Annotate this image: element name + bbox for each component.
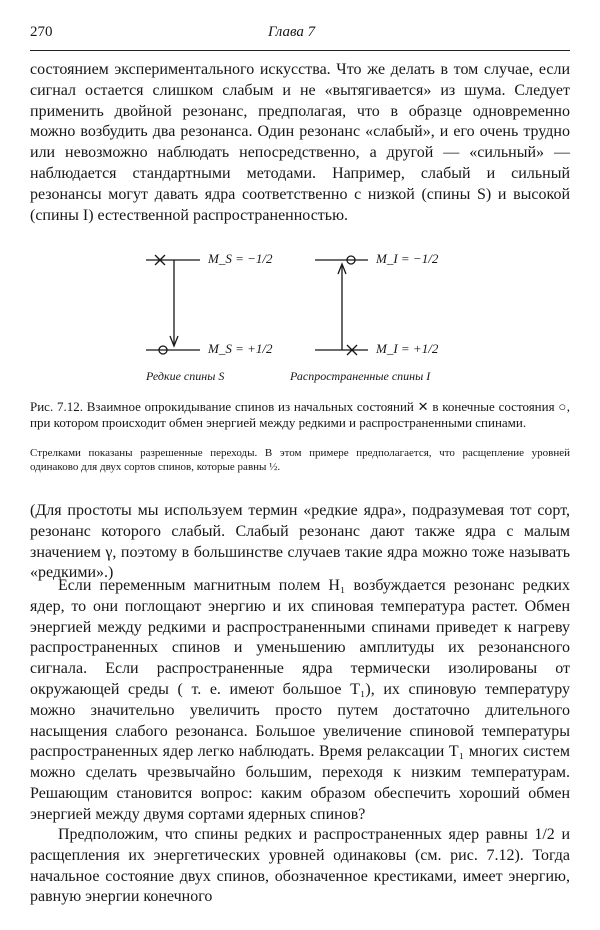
left-diagram-caption: Редкие спины S (146, 369, 225, 383)
header-rule (30, 50, 570, 51)
figure-caption (30, 399, 570, 431)
paragraph-2-text: (Для простоты мы используем термин «редкие ядра», подразумевая тот сорт, резонанс которого слабый. Слабый резонанс дают также ядра с малым значением γ, поэтому в большинстве случаев такие ядра можно тоже называть «редкими».) (30, 502, 570, 582)
paragraph-3 (30, 576, 570, 826)
page-number: 270 (30, 24, 53, 40)
paragraph-1-text: состоянием экспериментального искусства. Что же делать в том случае, если сигнал остается слишком слабым и не «вытягивается» из шума. Следует применить двойной резонанс, предполагая, что в образце одновременно можно возбудить два резонанса. Один резонанс «слабый», и его очень трудно или невозможно наблюдать непосредственно, а другой — «сильный» — наблюдается стандартными методами. Например, слабый и сильный резонансы могут давать ядра соответственно с низкой (спины S) и высокой (спины I) естественной распространенностью. (30, 61, 570, 224)
figure-caption-text: Рис. 7.12. Взаимное опрокидывание спинов из начальных состояний ✕ в конечные состояния ○, при котором происходит обмен энергией между редкими и распространенными спинами. (30, 399, 570, 430)
figure-note (30, 446, 570, 474)
figure-note-text: Стрелками показаны разрешенные переходы. В этом примере предполагается, что расщепление уровней одинаково для двух сортов спинов, которые равны ½. (30, 447, 570, 473)
left-lower-level-label: M_S = +1/2 (208, 341, 273, 356)
right-lower-level-label: M_I = +1/2 (376, 341, 439, 356)
right-up-arrow-icon (338, 264, 346, 350)
paragraph-4-text: Предположим, что спины редких и распространенных ядер равны 1/2 и расщепления их энергетических уровней одинаковы (см. рис. 7.12). Тогда начальное состояние двух спинов, обозначенное крестиками, имеет энергию, равную энергии конечного (30, 826, 570, 906)
left-down-arrow-icon (170, 260, 178, 346)
paragraph-3-text: Если переменным магнитным полем H₁ возбуждается резонанс редких ядер, то они поглощают энергию и их спиновая температура растет. Обмен энергией между редкими и распространенными спинами приведет к нагреву распространенных спинов и уменьшению амплитуды их резонансного сигнала. Если распространенные ядра термически изолированы от окружающей среды ( т. е. имеют большое T₁), их спиновую температуру можно значительно увеличить просто путем достаточно длительного насыщения слабого резонанса. Большое увеличение спиновой температуры распространенных ядер легко наблюдать. Время релаксации T₁ многих систем можно сделать чрезвычайно большим, переходя к низким температурам. Решающим становится вопрос: каким образом обеспечить хороший обмен энергией между двумя сортами ядерных спинов? (30, 577, 570, 823)
paragraph-1 (30, 60, 570, 226)
paragraph-4 (30, 825, 570, 908)
left-upper-level-label: M_S = −1/2 (208, 251, 273, 266)
paragraph-2 (30, 501, 570, 584)
chapter-title: Глава 7 (268, 24, 316, 40)
right-upper-level-label: M_I = −1/2 (376, 251, 439, 266)
figure-7-12 (140, 248, 460, 388)
right-diagram-caption: Распространенные спины I (290, 369, 431, 383)
energy-level-diagram (140, 248, 460, 388)
